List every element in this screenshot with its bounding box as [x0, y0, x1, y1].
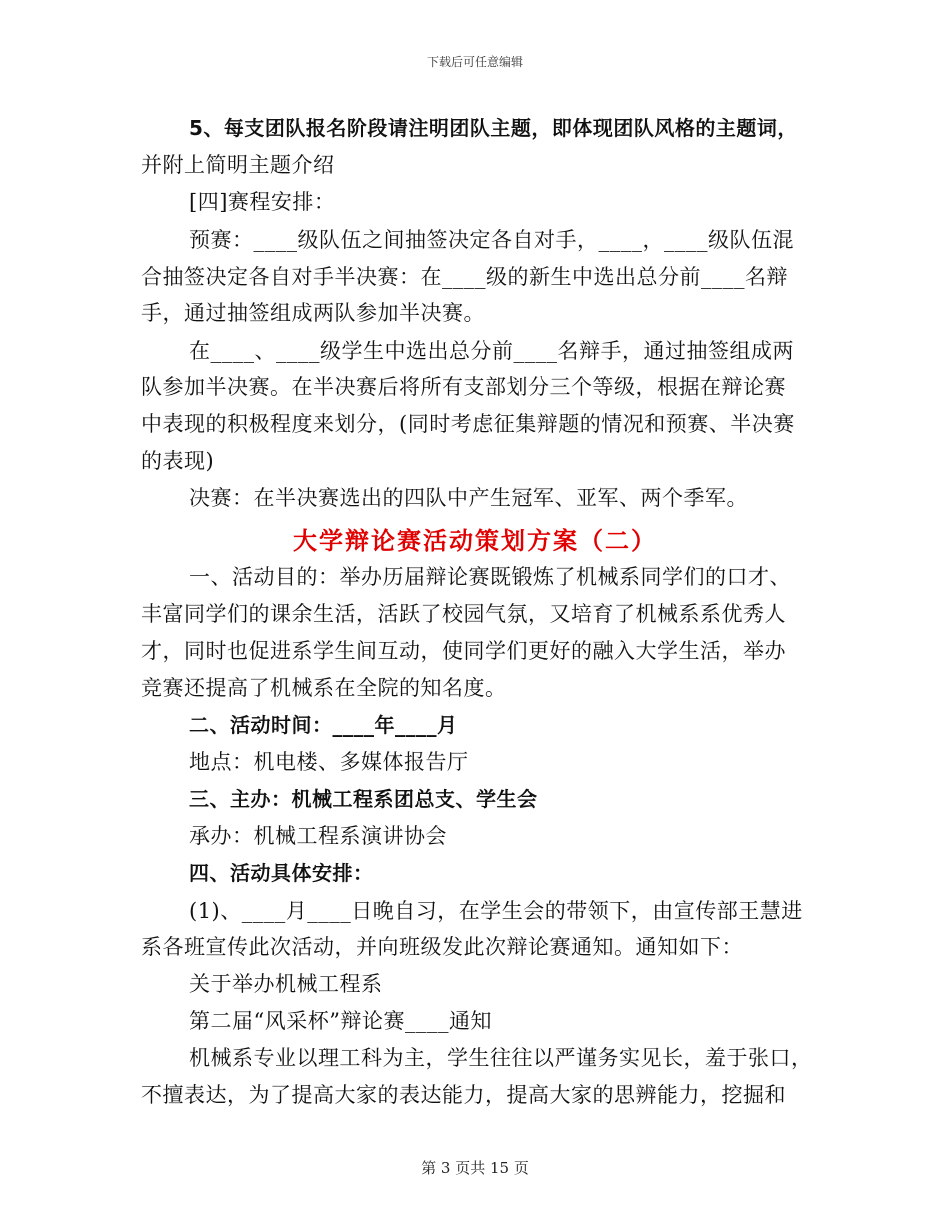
text-line: 竞赛还提高了机械系在全院的知名度。 [141, 676, 507, 700]
text-line: 决赛：在半决赛选出的四队中产生冠军、亚军、两个季军。 [189, 486, 748, 510]
text-line: 的表现) [141, 449, 215, 473]
text-line: 系各班宣传此次活动，并向班级发此次辩论赛通知。通知如下： [141, 935, 743, 959]
text-line: 丰富同学们的课余生活，活跃了校园气氛，又培育了机械系系优秀人 [141, 602, 786, 626]
text-line: 手，通过抽签组成两队参加半决赛。 [141, 301, 485, 325]
text-line: 并附上简明主题介绍 [141, 153, 335, 177]
text-line: 机械系专业以理工科为主，学生往往以严谨务实见长，羞于张口， [189, 1046, 813, 1070]
text-line: 四、活动具体安排： [189, 861, 374, 885]
section-title: 大学辩论赛活动策划方案（二） [293, 527, 657, 555]
text-line: 二、活动时间：____年____月 [189, 713, 458, 737]
text-line: 第二届“风采杯”辩论赛____通知 [189, 1009, 492, 1033]
text-line: 地点：机电楼、多媒体报告厅 [189, 750, 469, 774]
text-line: 5、每支团队报名阶段请注明团队主题，即体现团队风格的主题词， [189, 116, 798, 140]
text-line: 承办：机械工程系演讲协会 [189, 824, 447, 848]
text-line: 一、活动目的：举办历届辩论赛既锻炼了机械系同学们的口才、 [189, 565, 791, 589]
text-line: 预赛：____级队伍之间抽签决定各自对手，____，____级队伍混 [189, 228, 794, 252]
text-line: 中表现的积极程度来划分，(同时考虑征集辩题的情况和预赛、半决赛 [141, 412, 795, 436]
text-line: 关于举办机械工程系 [189, 972, 383, 996]
text-line: 才，同时也促进系学生间互动，使同学们更好的融入大学生活，举办 [141, 639, 786, 663]
text-line: 队参加半决赛。在半决赛后将所有支部划分三个等级，根据在辩论赛 [141, 375, 786, 399]
text-line: [四]赛程安排： [189, 190, 336, 214]
text-line: 合抽签决定各自对手半决赛：在____级的新生中选出总分前____名辩 [141, 265, 788, 289]
text-line: 在____、____级学生中选出总分前____名辩手，通过抽签组成两 [189, 339, 794, 363]
page-footer: 第 3 页共 15 页 [421, 1159, 529, 1177]
text-line: 三、主办：机械工程系团总支、学生会 [189, 787, 538, 811]
page-header: 下载后可任意编辑 [426, 55, 523, 69]
text-line: 不擅表达，为了提高大家的表达能力，提高大家的思辨能力，挖掘和 [141, 1083, 786, 1107]
text-line: (1)、____月____日晚自习，在学生会的带领下，由宣传部王慧进 [189, 899, 803, 923]
